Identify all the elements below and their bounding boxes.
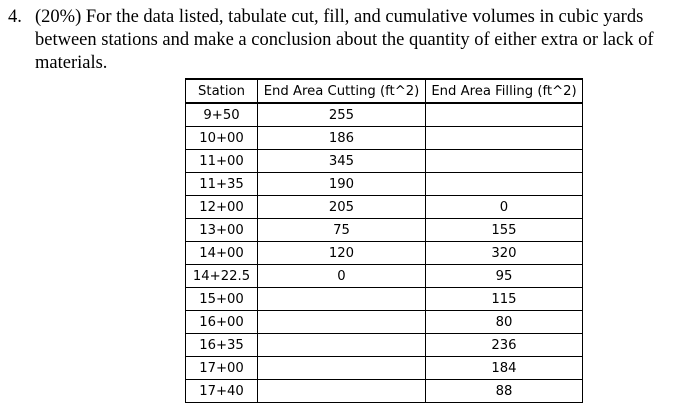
fill-cell: 80 — [426, 311, 583, 334]
cut-cell — [258, 334, 426, 357]
fill-cell: 155 — [426, 219, 583, 242]
header-end-area-cutting: End Area Cutting (ft^2) — [258, 79, 426, 103]
station-cell: 9+50 — [186, 103, 258, 127]
header-end-area-filling: End Area Filling (ft^2) — [426, 79, 583, 103]
table-row — [186, 196, 583, 219]
fill-cell: 184 — [426, 357, 583, 380]
station-cell: 16+35 — [186, 334, 258, 357]
table-row — [186, 380, 583, 403]
table-row — [186, 242, 583, 265]
question — [8, 6, 694, 75]
fill-cell: 236 — [426, 334, 583, 357]
table-row — [186, 150, 583, 173]
station-cell: 17+00 — [186, 357, 258, 380]
table-row — [186, 265, 583, 288]
cut-cell: 186 — [258, 127, 426, 150]
fill-cell: 95 — [426, 265, 583, 288]
station-cell: 10+00 — [186, 127, 258, 150]
station-cell: 12+00 — [186, 196, 258, 219]
header-station: Station — [186, 79, 258, 103]
table-row — [186, 173, 583, 196]
table-row — [186, 288, 583, 311]
fill-cell — [426, 173, 583, 196]
fill-cell — [426, 150, 583, 173]
table-row — [186, 357, 583, 380]
question-text: (20%) For the data listed, tabulate cut, fill, and cumulative volumes in cubic yards between stations and make a conclusion about the quantity of either extra or lack of materials. — [35, 7, 654, 73]
station-cell: 14+00 — [186, 242, 258, 265]
fill-cell: 88 — [426, 380, 583, 403]
cut-cell — [258, 311, 426, 334]
header-row — [186, 79, 583, 103]
cut-cell: 0 — [258, 265, 426, 288]
fill-cell: 0 — [426, 196, 583, 219]
table-header — [186, 79, 583, 103]
station-cell: 16+00 — [186, 311, 258, 334]
cut-cell — [258, 357, 426, 380]
table-row — [186, 311, 583, 334]
station-cell: 13+00 — [186, 219, 258, 242]
table-body — [186, 103, 583, 403]
cut-cell: 75 — [258, 219, 426, 242]
station-cell: 11+00 — [186, 150, 258, 173]
cut-cell: 205 — [258, 196, 426, 219]
fill-cell: 320 — [426, 242, 583, 265]
cut-cell — [258, 288, 426, 311]
cut-cell: 190 — [258, 173, 426, 196]
station-cell: 11+35 — [186, 173, 258, 196]
fill-cell: 115 — [426, 288, 583, 311]
fill-cell — [426, 127, 583, 150]
cut-cell: 120 — [258, 242, 426, 265]
cut-cell: 345 — [258, 150, 426, 173]
cut-cell: 255 — [258, 103, 426, 127]
end-area-table — [185, 78, 583, 403]
station-cell: 15+00 — [186, 288, 258, 311]
table-row — [186, 127, 583, 150]
table-row — [186, 334, 583, 357]
station-cell: 14+22.5 — [186, 265, 258, 288]
station-cell: 17+40 — [186, 380, 258, 403]
question-number: 4. — [8, 7, 22, 27]
table-row — [186, 103, 583, 127]
fill-cell — [426, 103, 583, 127]
table-row — [186, 219, 583, 242]
cut-cell — [258, 380, 426, 403]
